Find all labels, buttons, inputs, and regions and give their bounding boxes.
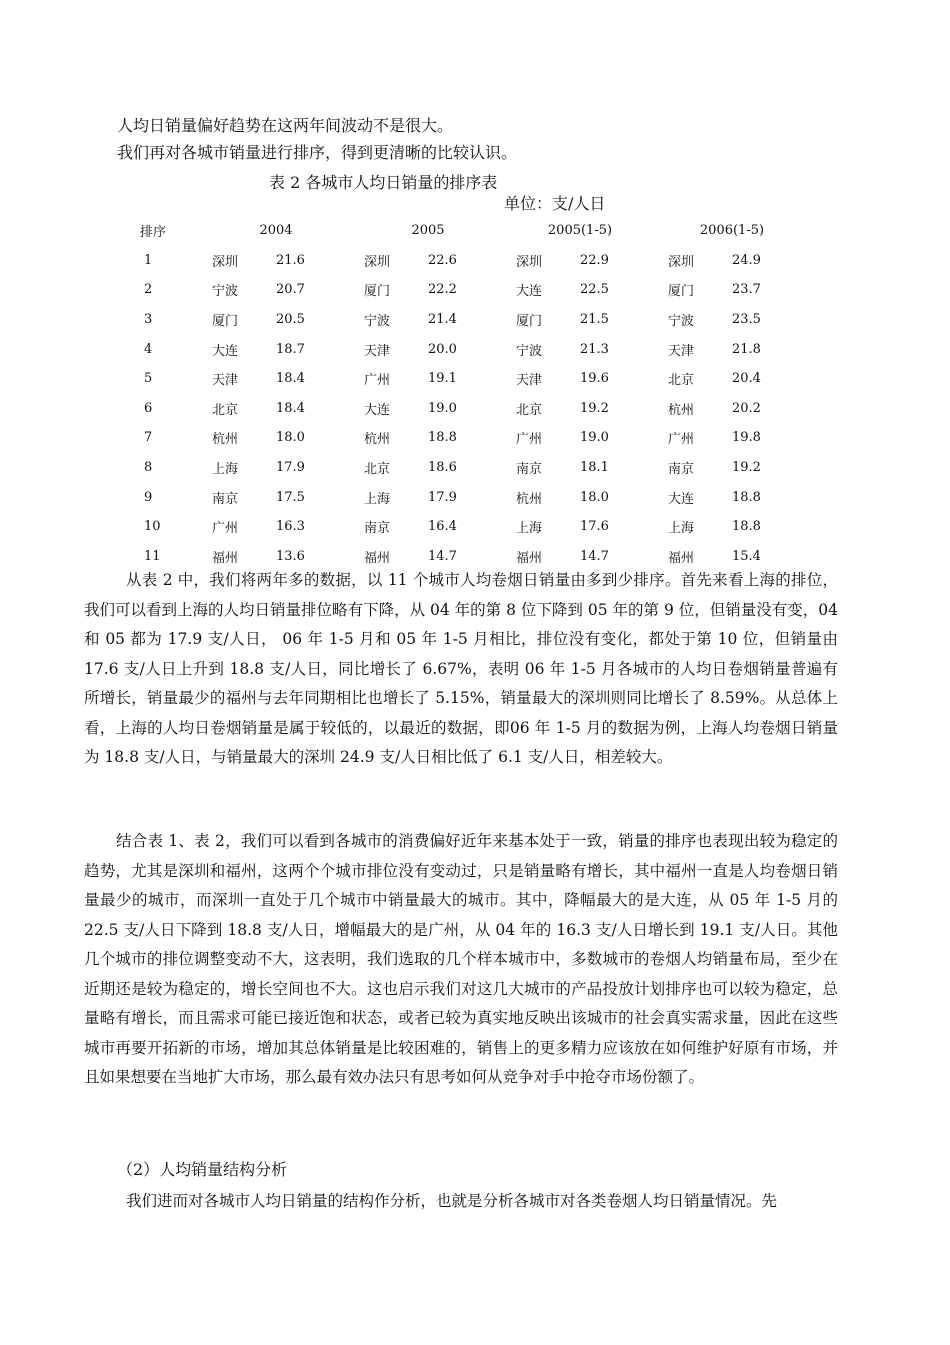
- value-cell: 18.4: [276, 400, 305, 416]
- city-cell: 深圳: [668, 254, 695, 270]
- value-cell: 19.2: [732, 460, 761, 476]
- city-cell: 厦门: [516, 314, 543, 330]
- city-cell: 厦门: [668, 284, 695, 300]
- city-cell: 大连: [212, 343, 239, 359]
- paragraph-3: 我们进而对各城市人均日销量的结构作分析，也就是分析各城市对各类卷烟人均日销量情况。先: [126, 1192, 778, 1210]
- city-cell: 上海: [212, 462, 239, 478]
- value-cell: 18.1: [580, 460, 609, 476]
- value-cell: 20.2: [732, 400, 761, 416]
- table-row: [118, 334, 808, 364]
- table-row: [118, 394, 808, 424]
- value-cell: 19.0: [580, 430, 609, 446]
- value-cell: 22.6: [428, 252, 457, 268]
- ranking-table: [118, 216, 808, 571]
- rank-cell: 8: [144, 460, 153, 476]
- value-cell: 17.5: [276, 489, 305, 505]
- value-cell: 15.4: [732, 548, 761, 564]
- city-cell: 厦门: [212, 314, 239, 330]
- value-cell: 24.9: [732, 252, 761, 268]
- table-header-row: [118, 216, 808, 246]
- value-cell: 22.5: [580, 282, 609, 298]
- value-cell: 21.3: [580, 341, 609, 357]
- value-cell: 17.6: [580, 519, 609, 535]
- value-cell: 21.6: [276, 252, 305, 268]
- header-2005-1-5: 2005(1-5): [547, 223, 613, 239]
- city-cell: 天津: [516, 373, 543, 389]
- value-cell: 23.7: [732, 282, 761, 298]
- header-rank: 排序: [140, 225, 167, 241]
- city-cell: 宁波: [212, 284, 239, 300]
- value-cell: 21.8: [732, 341, 761, 357]
- value-cell: 19.2: [580, 400, 609, 416]
- table-row: [118, 453, 808, 483]
- rank-cell: 4: [144, 341, 153, 357]
- city-cell: 大连: [516, 284, 543, 300]
- value-cell: 18.6: [428, 460, 457, 476]
- city-cell: 厦门: [364, 284, 391, 300]
- city-cell: 福州: [364, 550, 391, 566]
- city-cell: 天津: [212, 373, 239, 389]
- city-cell: 广州: [212, 521, 239, 537]
- rank-cell: 6: [144, 400, 153, 416]
- paragraph-1: 从表 2 中，我们将两年多的数据，以 11 个城市人均卷烟日销量由多到少排序。首先来看上海的排位，我们可以看到上海的人均日销量排位略有下降，从 04 年的第 8 位下降到 05 年的第 9 位，但销量没有变，04 和 05 都为 17.9 支/人日， 06 年 1-5 月和 05 年 1-5 月相比，排位没有变化，都处于第 10 位，但销量由 17.6 支/人日上升到 18.8 支/人日，同比增长了 6.67%，表明 06 年 1-5 月各城市的人均日卷烟销量普遍有所增长，销量最少的福州与去年同期相比也增长了 5.15%，销量最大的深圳则同比增长了 8.59%。从总体上看，上海的人均日卷烟销量是属于较低的，以最近的数据，即06 年 1-5 月的数据为例，上海人均卷烟日销量为 18.8 支/人日，与销量最大的深圳 24.9 支/人日相比低了 6.1 支/人日，相差较大。: [84, 571, 838, 766]
- city-cell: 上海: [668, 521, 695, 537]
- rank-cell: 1: [144, 252, 153, 268]
- rank-cell: 2: [144, 282, 153, 298]
- value-cell: 17.9: [276, 460, 305, 476]
- value-cell: 20.0: [428, 341, 457, 357]
- city-cell: 北京: [516, 402, 543, 418]
- table-caption: 表 2 各城市人均日销量的排序表: [269, 173, 498, 192]
- intro-line-1: 人均日销量偏好趋势在这两年间波动不是很大。: [117, 116, 454, 135]
- value-cell: 19.8: [732, 430, 761, 446]
- rank-cell: 5: [144, 371, 153, 387]
- value-cell: 22.2: [428, 282, 457, 298]
- value-cell: 20.7: [276, 282, 305, 298]
- value-cell: 14.7: [580, 548, 609, 564]
- city-cell: 上海: [516, 521, 543, 537]
- city-cell: 深圳: [516, 254, 543, 270]
- value-cell: 16.3: [276, 519, 305, 535]
- value-cell: 22.9: [580, 252, 609, 268]
- rank-cell: 9: [144, 489, 153, 505]
- rank-cell: 10: [144, 519, 161, 535]
- table-row: [118, 423, 808, 453]
- value-cell: 18.8: [732, 519, 761, 535]
- value-cell: 18.7: [276, 341, 305, 357]
- city-cell: 宁波: [516, 343, 543, 359]
- city-cell: 南京: [364, 521, 391, 537]
- city-cell: 天津: [364, 343, 391, 359]
- value-cell: 19.1: [428, 371, 457, 387]
- city-cell: 上海: [364, 491, 391, 507]
- value-cell: 14.7: [428, 548, 457, 564]
- value-cell: 18.0: [580, 489, 609, 505]
- city-cell: 杭州: [668, 402, 695, 418]
- city-cell: 杭州: [212, 432, 239, 448]
- table-row: [118, 246, 808, 276]
- city-cell: 深圳: [212, 254, 239, 270]
- value-cell: 18.0: [276, 430, 305, 446]
- rank-cell: 3: [144, 312, 153, 328]
- city-cell: 北京: [212, 402, 239, 418]
- city-cell: 福州: [668, 550, 695, 566]
- city-cell: 大连: [668, 491, 695, 507]
- table-row: [118, 512, 808, 542]
- rank-cell: 7: [144, 430, 153, 446]
- city-cell: 北京: [668, 373, 695, 389]
- header-2004: 2004: [259, 223, 293, 239]
- city-cell: 广州: [516, 432, 543, 448]
- city-cell: 南京: [668, 462, 695, 478]
- table-row: [118, 482, 808, 512]
- city-cell: 广州: [668, 432, 695, 448]
- city-cell: 广州: [364, 373, 391, 389]
- value-cell: 23.5: [732, 312, 761, 328]
- city-cell: 南京: [516, 462, 543, 478]
- rank-cell: 11: [144, 548, 161, 564]
- header-2006-1-5: 2006(1-5): [699, 223, 765, 239]
- value-cell: 16.4: [428, 519, 457, 535]
- value-cell: 18.4: [276, 371, 305, 387]
- table-row: [118, 364, 808, 394]
- table-row: [118, 305, 808, 335]
- city-cell: 福州: [516, 550, 543, 566]
- city-cell: 深圳: [364, 254, 391, 270]
- value-cell: 20.4: [732, 371, 761, 387]
- value-cell: 18.8: [428, 430, 457, 446]
- city-cell: 大连: [364, 402, 391, 418]
- city-cell: 南京: [212, 491, 239, 507]
- value-cell: 19.6: [580, 371, 609, 387]
- header-2005: 2005: [411, 223, 445, 239]
- value-cell: 21.4: [428, 312, 457, 328]
- city-cell: 天津: [668, 343, 695, 359]
- city-cell: 宁波: [364, 314, 391, 330]
- city-cell: 宁波: [668, 314, 695, 330]
- value-cell: 13.6: [276, 548, 305, 564]
- table-body: [118, 246, 808, 572]
- table-row: [118, 275, 808, 305]
- value-cell: 18.8: [732, 489, 761, 505]
- value-cell: 17.9: [428, 489, 457, 505]
- section-subheading: （2）人均销量结构分析: [117, 1160, 288, 1179]
- city-cell: 杭州: [516, 491, 543, 507]
- value-cell: 21.5: [580, 312, 609, 328]
- intro-line-2: 我们再对各城市销量进行排序，得到更清晰的比较认识。: [117, 143, 518, 162]
- city-cell: 福州: [212, 550, 239, 566]
- paragraph-2: 结合表 1、表 2，我们可以看到各城市的消费偏好近年来基本处于一致，销量的排序也表现出较为稳定的趋势，尤其是深圳和福州，这两个个城市排位没有变动过，只是销量略有增长，其中福州一直是人均卷烟日销量最少的城市，而深圳一直处于几个城市中销量最大的城市。其中，降幅最大的是大连，从 05 年 1-5 月的 22.5 支/人日下降到 18.8 支/人日，增幅最大的是广州，从 04 年的 16.3 支/人日增长到 19.1 支/人日。其他几个城市的排位调整变动不大，这表明，我们选取的几个样本城市中，多数城市的卷烟人均销量布局，至少在近期还是较为稳定的，增长空间也不大。这也启示我们对这几大城市的产品投放计划排序也可以较为稳定，总量略有增长，而且需求可能已接近饱和状态，或者已较为真实地反映出该城市的社会真实需求量，因此在这些城市再要开拓新的市场，增加其总体销量是比较困难的，销售上的更多精力应该放在如何维护好原有市场，并且如果想要在当地扩大市场，那么最有效办法只有思考如何从竞争对手中抢夺市场份额了。: [84, 832, 838, 1086]
- city-cell: 杭州: [364, 432, 391, 448]
- table-unit: 单位：支/人日: [504, 194, 606, 213]
- city-cell: 北京: [364, 462, 391, 478]
- value-cell: 20.5: [276, 312, 305, 328]
- value-cell: 19.0: [428, 400, 457, 416]
